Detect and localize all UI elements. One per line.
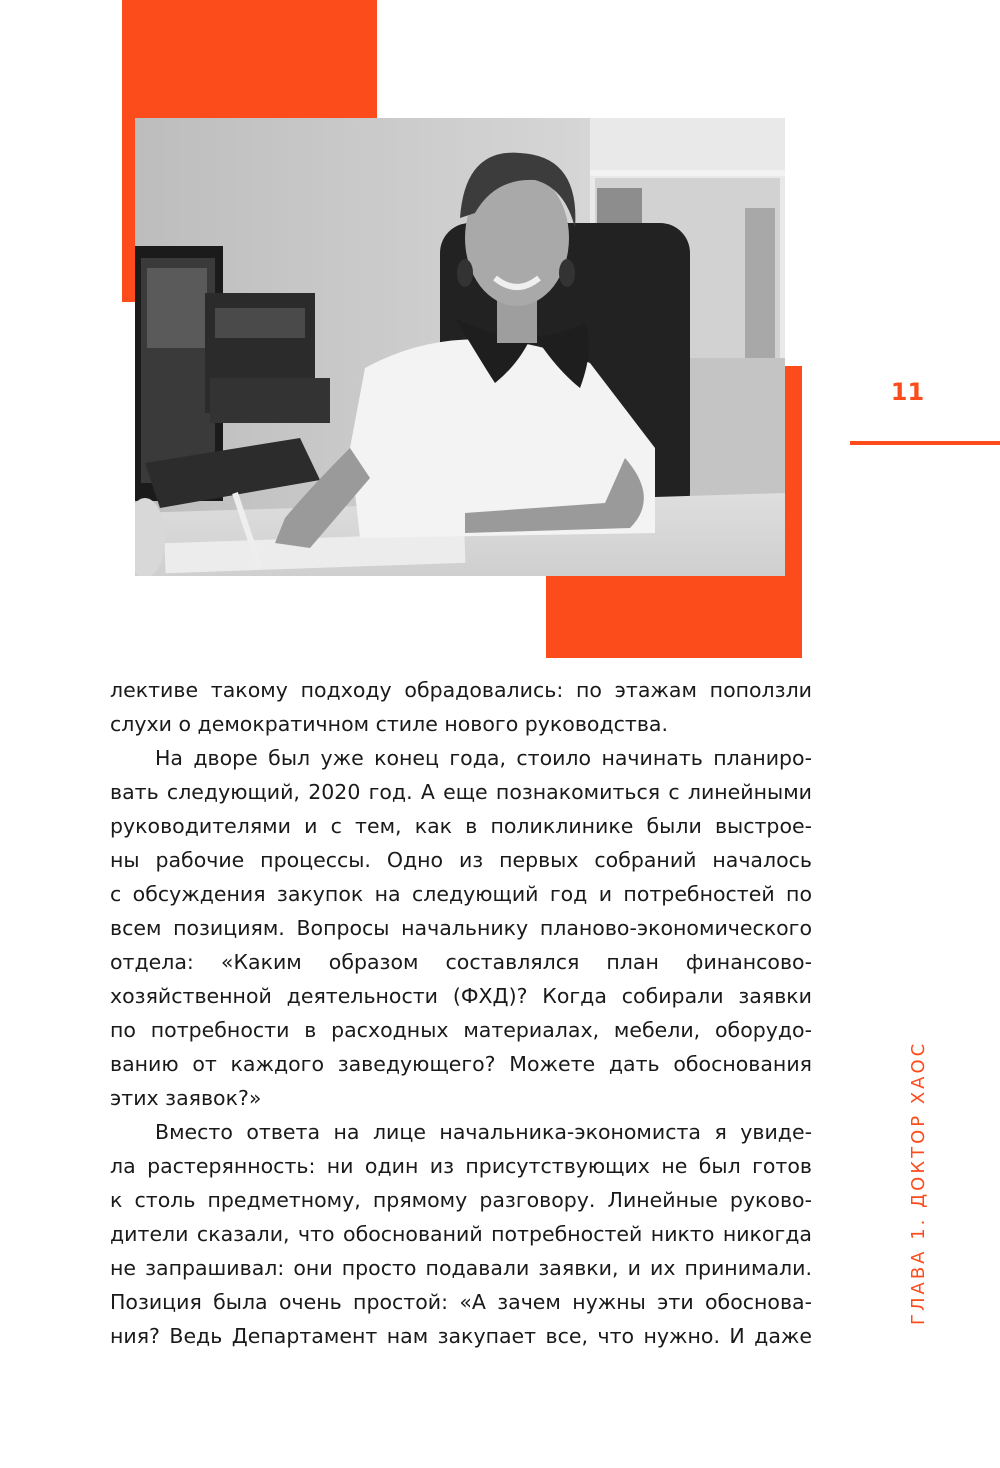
body-text <box>110 673 812 1353</box>
text-line: дители сказали, что обоснований потребностей никто никогда <box>110 1222 812 1246</box>
page-number-rule <box>850 441 1000 445</box>
text-line: с обсуждения закупок на следующий год и потребностей по <box>110 882 812 906</box>
text-line: Позиция была очень простой: «А зачем нужны эти обоснова- <box>110 1290 812 1314</box>
text-line: ла растерянность: ни один из присутствующих не был готов <box>110 1154 812 1178</box>
page-number: 11 <box>890 378 925 406</box>
text-line: не запрашивал: они просто подавали заявки, и их принимали. <box>110 1256 812 1280</box>
portrait-photo <box>135 118 785 576</box>
text-line: ванию от каждого заведующего? Можете дать обоснования <box>110 1052 812 1076</box>
text-line: всем позициям. Вопросы начальнику планово-экономического <box>110 916 812 940</box>
text-line: Вместо ответа на лице начальника-экономиста я увиде- <box>155 1120 812 1144</box>
text-line: ны рабочие процессы. Одно из первых собраний началось <box>110 848 812 872</box>
text-line: лективе такому подходу обрадовались: по этажам поползли <box>110 678 812 702</box>
text-line: На дворе был уже конец года, стоило начинать планиро- <box>155 746 812 770</box>
text-line: слухи о демократичном стиле нового руководства. <box>110 712 668 736</box>
text-line: ния? Ведь Департамент нам закупает все, что нужно. И даже <box>110 1324 812 1348</box>
text-line: отдела: «Каким образом составлялся план финансово- <box>110 950 812 974</box>
text-line: вать следующий, 2020 год. А еще познакомиться с линейными <box>110 780 812 804</box>
text-line: по потребности в расходных материалах, мебели, оборудо- <box>110 1018 812 1042</box>
text-line: руководителями и с тем, как в поликлинике были выстрое- <box>110 814 812 838</box>
text-line: этих заявок?» <box>110 1086 262 1110</box>
photo-illustration <box>135 118 785 576</box>
text-line: хозяйственной деятельности (ФХД)? Когда собирали заявки <box>110 984 812 1008</box>
running-head: ГЛАВА 1. ДОКТОР ХАОС <box>908 1040 929 1325</box>
text-line: к столь предметному, прямому разговору. Линейные руково- <box>110 1188 812 1212</box>
